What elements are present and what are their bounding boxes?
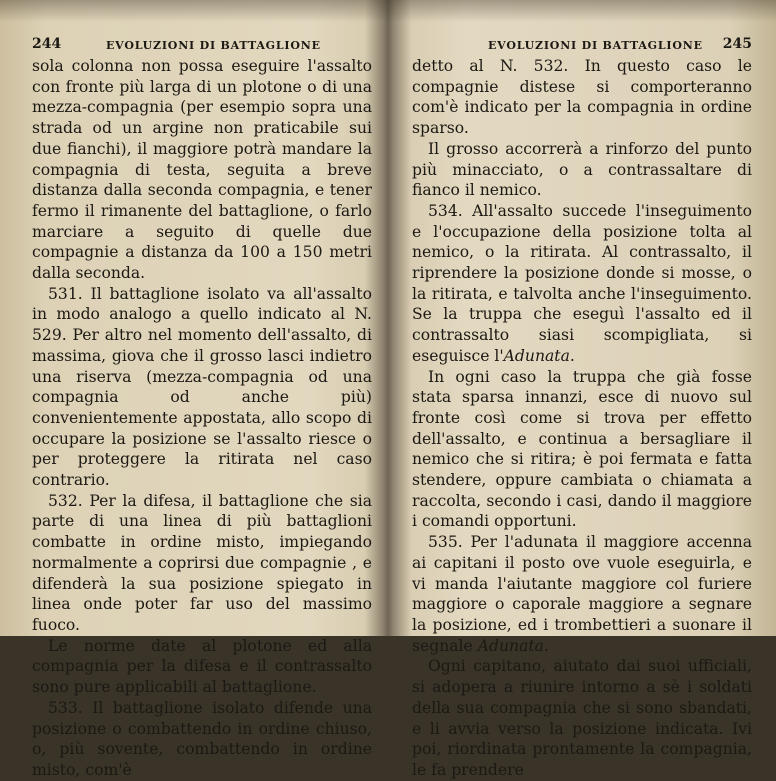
italic-term: Adunata [477,636,544,655]
paragraph: Le norme date al plotone ed alla compagnia per la difesa e il contrassalto sono pure applicabili al battaglione. [32,636,372,697]
paragraph-text: 534. All'assalto succede l'inseguimento e l'occupazione della posizione tolta al nemico, o la ritirata. Al contrassalto, il riprendere la posizione donde si mosse, o la ritirata, e talvolta anche l'inseguimento. Se la truppa che eseguì l'assalto ed il contrassalto siasi scompigliata, si eseguisce l' [412,201,752,365]
left-page-header [32,34,372,56]
right-running-head: EVOLUZIONI DI BATTAGLIONE [488,39,703,52]
punctuation: . [569,346,575,365]
right-page-header [412,34,752,56]
right-page [412,34,752,781]
left-page-number: 244 [32,36,62,52]
right-page-number: 245 [722,36,752,52]
paragraph: 533. Il battaglione isolato difende una posizione o combattendo in ordine chiuso, o, più sovente, combattendo in ordine misto, com'è [32,698,372,779]
paragraph [412,532,752,656]
paragraph: 532. Per la difesa, il battaglione che sia parte di una linea di più battaglioni combatte in ordine misto, impiegando normalmente a coprirsi due compagnie , e difenderà la sua posizione spiegato in linea onde poter far uso del massimo fuoco. [32,491,372,634]
left-page [32,34,372,781]
right-page-text [412,56,752,781]
left-running-head: EVOLUZIONI DI BATTAGLIONE [106,39,321,52]
paragraph: detto al N. 532. In questo caso le compagnie distese si comporteranno com'è indicato per la compagnia in ordine sparso. [412,57,752,138]
paragraph: sola colonna non possa eseguire l'assalto con fronte più larga di un plotone o di una mezza-compagnia (per esempio sopra una strada od un argine non praticabile sui due fianchi), il maggiore potrà mandare la compagnia di testa, seguita a breve distanza dalla seconda compagnia, e tener fermo il rimanente del battaglione, o farlo marciare a seguito di quelle due compagnie a distanza da 100 a 150 metri dalla seconda. [32,57,372,283]
paragraph: In ogni caso la truppa che già fosse stata sparsa innanzi, esce di nuovo sul fronte così come si trova per effetto dell'assalto, e continua a bersagliare il nemico che si ritira; è poi fermata e fatta stendere, oppure cambiata o chiamata a raccolta, secondo i casi, dando il maggiore i comandi opportuni. [412,367,752,531]
paragraph: Il grosso accorrerà a rinforzo del punto più minacciato, o a contrassaltare di fianco il nemico. [412,139,752,200]
paragraph: 531. Il battaglione isolato va all'assalto in modo analogo a quello indicato al N. 529. Per altro nel momento dell'assalto, di massima, giova che il grosso lasci indietro una riserva (mezza-compagnia od una compagnia od anche più) convenientemente appostata, allo scopo di occupare la posizione se l'assalto riesce o per proteggere la ritirata nel caso contrario. [32,284,372,490]
left-page-text [32,56,372,781]
punctuation: . [543,636,549,655]
paragraph [412,201,752,367]
paragraph-text: 535. Per l'adunata il maggiore accenna ai capitani il posto ove vuole eseguirla, e vi manda l'aiutante maggiore col furiere maggiore o caporale maggiore a segnare la posizione, ed i trombettieri a suonare il segnale [412,533,752,655]
italic-term: Adunata [503,346,570,365]
paragraph: Ogni capitano, aiutato dai suoi ufficiali, si adopera a riunire intorno a sè i soldati della sua compagnia che si sono sbandati, e li avvia verso la posizione indicata. Ivi poi, riordinata prontamente la compagnia, le fa prendere [412,657,752,779]
page-shadow [0,0,776,22]
